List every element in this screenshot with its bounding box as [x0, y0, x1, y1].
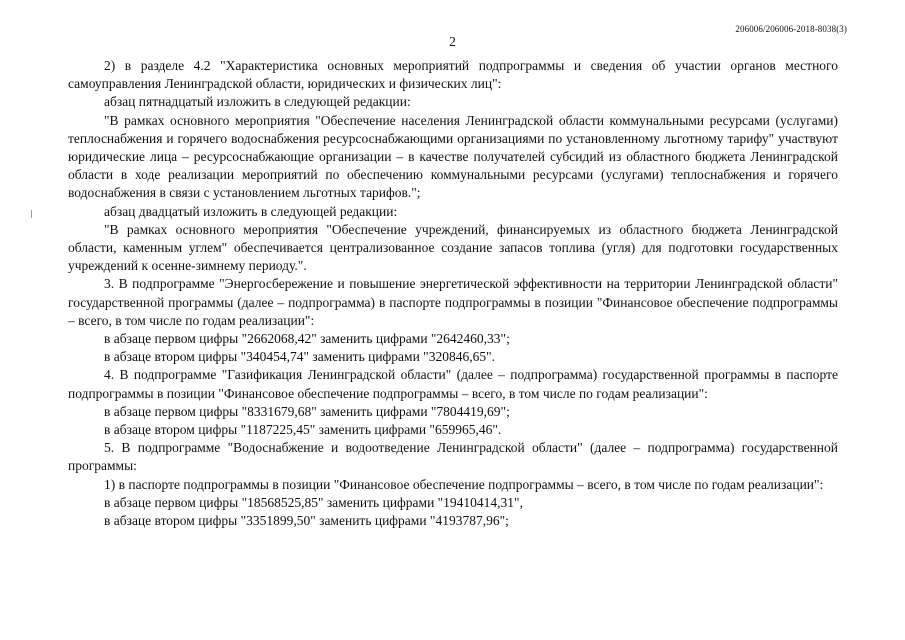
- paragraph: "В рамках основного мероприятия "Обеспечение населения Ленинградской области коммунальными ресурсами (услугами) теплоснабжения и горячего водоснабжения ресурсоснабжающими организациями по установленному льготному тарифу" участвуют юридические лица – ресурсоснабжающие организации – в качестве получателей субсидий из областного бюджета Ленинградской области в ходе реализации мероприятий по обеспечению коммунальными ресурсами (услугами) теплоснабжения и горячего водоснабжения в связи с установлением льготных тарифов.";: [68, 112, 838, 201]
- paragraph: абзац пятнадцатый изложить в следующей редакции:: [104, 94, 411, 110]
- paragraph: в абзаце первом цифры "2662068,42" заменить цифрами "2642460,33";: [104, 331, 510, 347]
- paragraph: 2) в разделе 4.2 "Характеристика основных мероприятий подпрограммы и сведения об участии органов местного самоуправления Ленинградской области, юридических и физических лиц":: [68, 58, 838, 92]
- paragraph: 5. В подпрограмме "Водоснабжение и водоотведение Ленинградской области" (далее – подпрограмма) государственной программы:: [68, 440, 838, 474]
- margin-mark: [31, 210, 32, 218]
- paragraph: 3. В подпрограмме "Энергосбережение и повышение энергетической эффективности на территории Ленинградской области" государственной программы (далее – подпрограмма) в паспорте подпрограммы в позиции "Финансовое обеспечение подпрограммы – всего, в том числе по годам реализации":: [68, 276, 838, 328]
- paragraph: абзац двадцатый изложить в следующей редакции:: [104, 203, 398, 219]
- paragraph: 1) в паспорте подпрограммы в позиции "Финансовое обеспечение подпрограммы – всего, в том числе по годам реализации":: [104, 476, 824, 492]
- paragraph: в абзаце первом цифры "8331679,68" заменить цифрами "7804419,69";: [104, 403, 510, 419]
- paragraph: "В рамках основного мероприятия "Обеспечение учреждений, финансируемых из областного бюджета Ленинградской области, каменным углем" обеспечивается централизованное создание запасов топлива (угля) для подготовки государственных учреждений к осенне-зимнему периоду.".: [68, 221, 838, 274]
- document-id: 206006/206006-2018-8038(3): [735, 24, 847, 34]
- page-number: 2: [449, 34, 456, 49]
- paragraph: в абзаце первом цифры "18568525,85" заменить цифрами "19410414,31",: [104, 494, 523, 510]
- document-body: [68, 57, 838, 530]
- paragraph: в абзаце втором цифры "340454,74" заменить цифрами "320846,65".: [104, 349, 495, 365]
- paragraph: в абзаце втором цифры "3351899,50" заменить цифрами "4193787,96";: [104, 513, 509, 529]
- paragraph: в абзаце втором цифры "1187225,45" заменить цифрами "659965,46".: [104, 422, 502, 438]
- paragraph: 4. В подпрограмме "Газификация Ленинградской области" (далее – подпрограмма) государственной программы в паспорте подпрограммы в позиции "Финансовое обеспечение подпрограммы – всего, в том числе по годам реализации":: [68, 367, 838, 401]
